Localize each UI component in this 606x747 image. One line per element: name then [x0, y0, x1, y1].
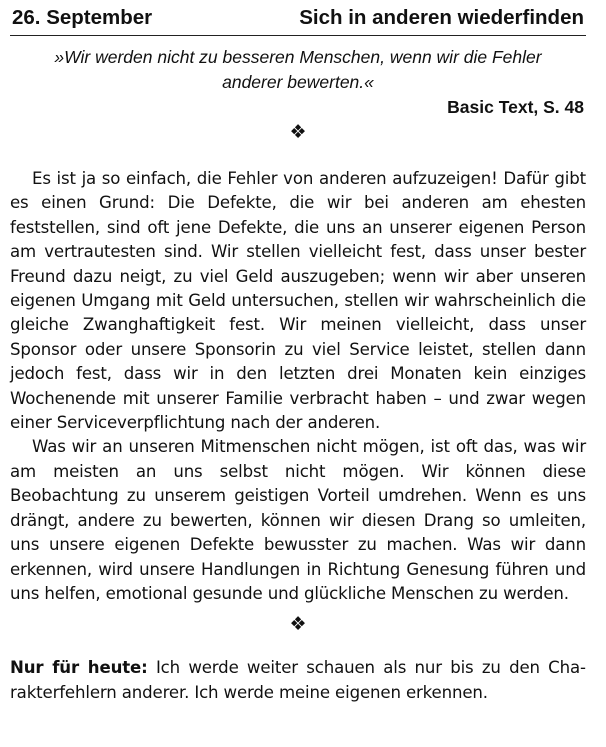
ornament-divider-icon: ❖ [289, 121, 307, 143]
header-date: 26. September [12, 5, 153, 29]
quote-source: Basic Text, S. 48 [447, 97, 584, 117]
page-header [10, 0, 586, 36]
just-for-today-label: Nur für heute: [10, 658, 148, 678]
just-for-today [10, 656, 586, 705]
body-paragraph-1: Es ist ja so einfach, die Fehler von anderen aufzuzeigen! Dafür gibt es einen Grund: Die Defekte, die wir bei anderen am ehesten feststellen, sind oft jene Defekte, die uns an unserer eigenen Person am vertrautesten sind. Wir stellen vielleicht fest, dass unser bester Freund dazu neigt, zu viel Geld auszugeben; wenn wir aber unseren eigenen Umgang mit Geld untersuchen, stellen wir wahrscheinlich die gleiche Zwanghaftigkeit fest. Wir meinen vielleicht, dass unser Sponsor oder unsere Sponsorin zu viel Service leistet, stellen dann jedoch fest, dass wir in den letzten drei Monaten kein einziges Wochenende mit unserer Familie verbracht haben – und zwar wegen einer Serviceverpflichtung nach der anderen. [10, 169, 586, 433]
header-title: Sich in anderen wiederfinden [299, 5, 584, 29]
body-paragraph-2: Was wir an unseren Mitmenschen nicht mögen, ist oft das, was wir am meisten an uns selbst nicht mögen. Wir können diese Beobachtung zu unserem geistigen Vorteil umdrehen. Wenn es uns drängt, andere zu bewerten, können wir diesen Drang so umleiten, uns unsere eigenen Defekte bewusster zu machen. Was wir dann erkennen, wird unsere Handlungen in Richtung Genesung führen und uns helfen, emotional gesunde und glückliche Menschen zu werden. [10, 437, 586, 603]
just-for-today-text: Ich werde weiter schauen als nur bis zu den Charakterfehlern anderer. Ich werde meine eigenen erkennen. [10, 658, 587, 702]
meditation-body [10, 167, 586, 606]
ornament-divider-icon-2: ❖ [289, 613, 307, 636]
document-page [10, 0, 586, 705]
daily-quote: »Wir werden nicht zu besseren Menschen, wenn wir die Fehler anderer bewerten.« [54, 47, 542, 92]
